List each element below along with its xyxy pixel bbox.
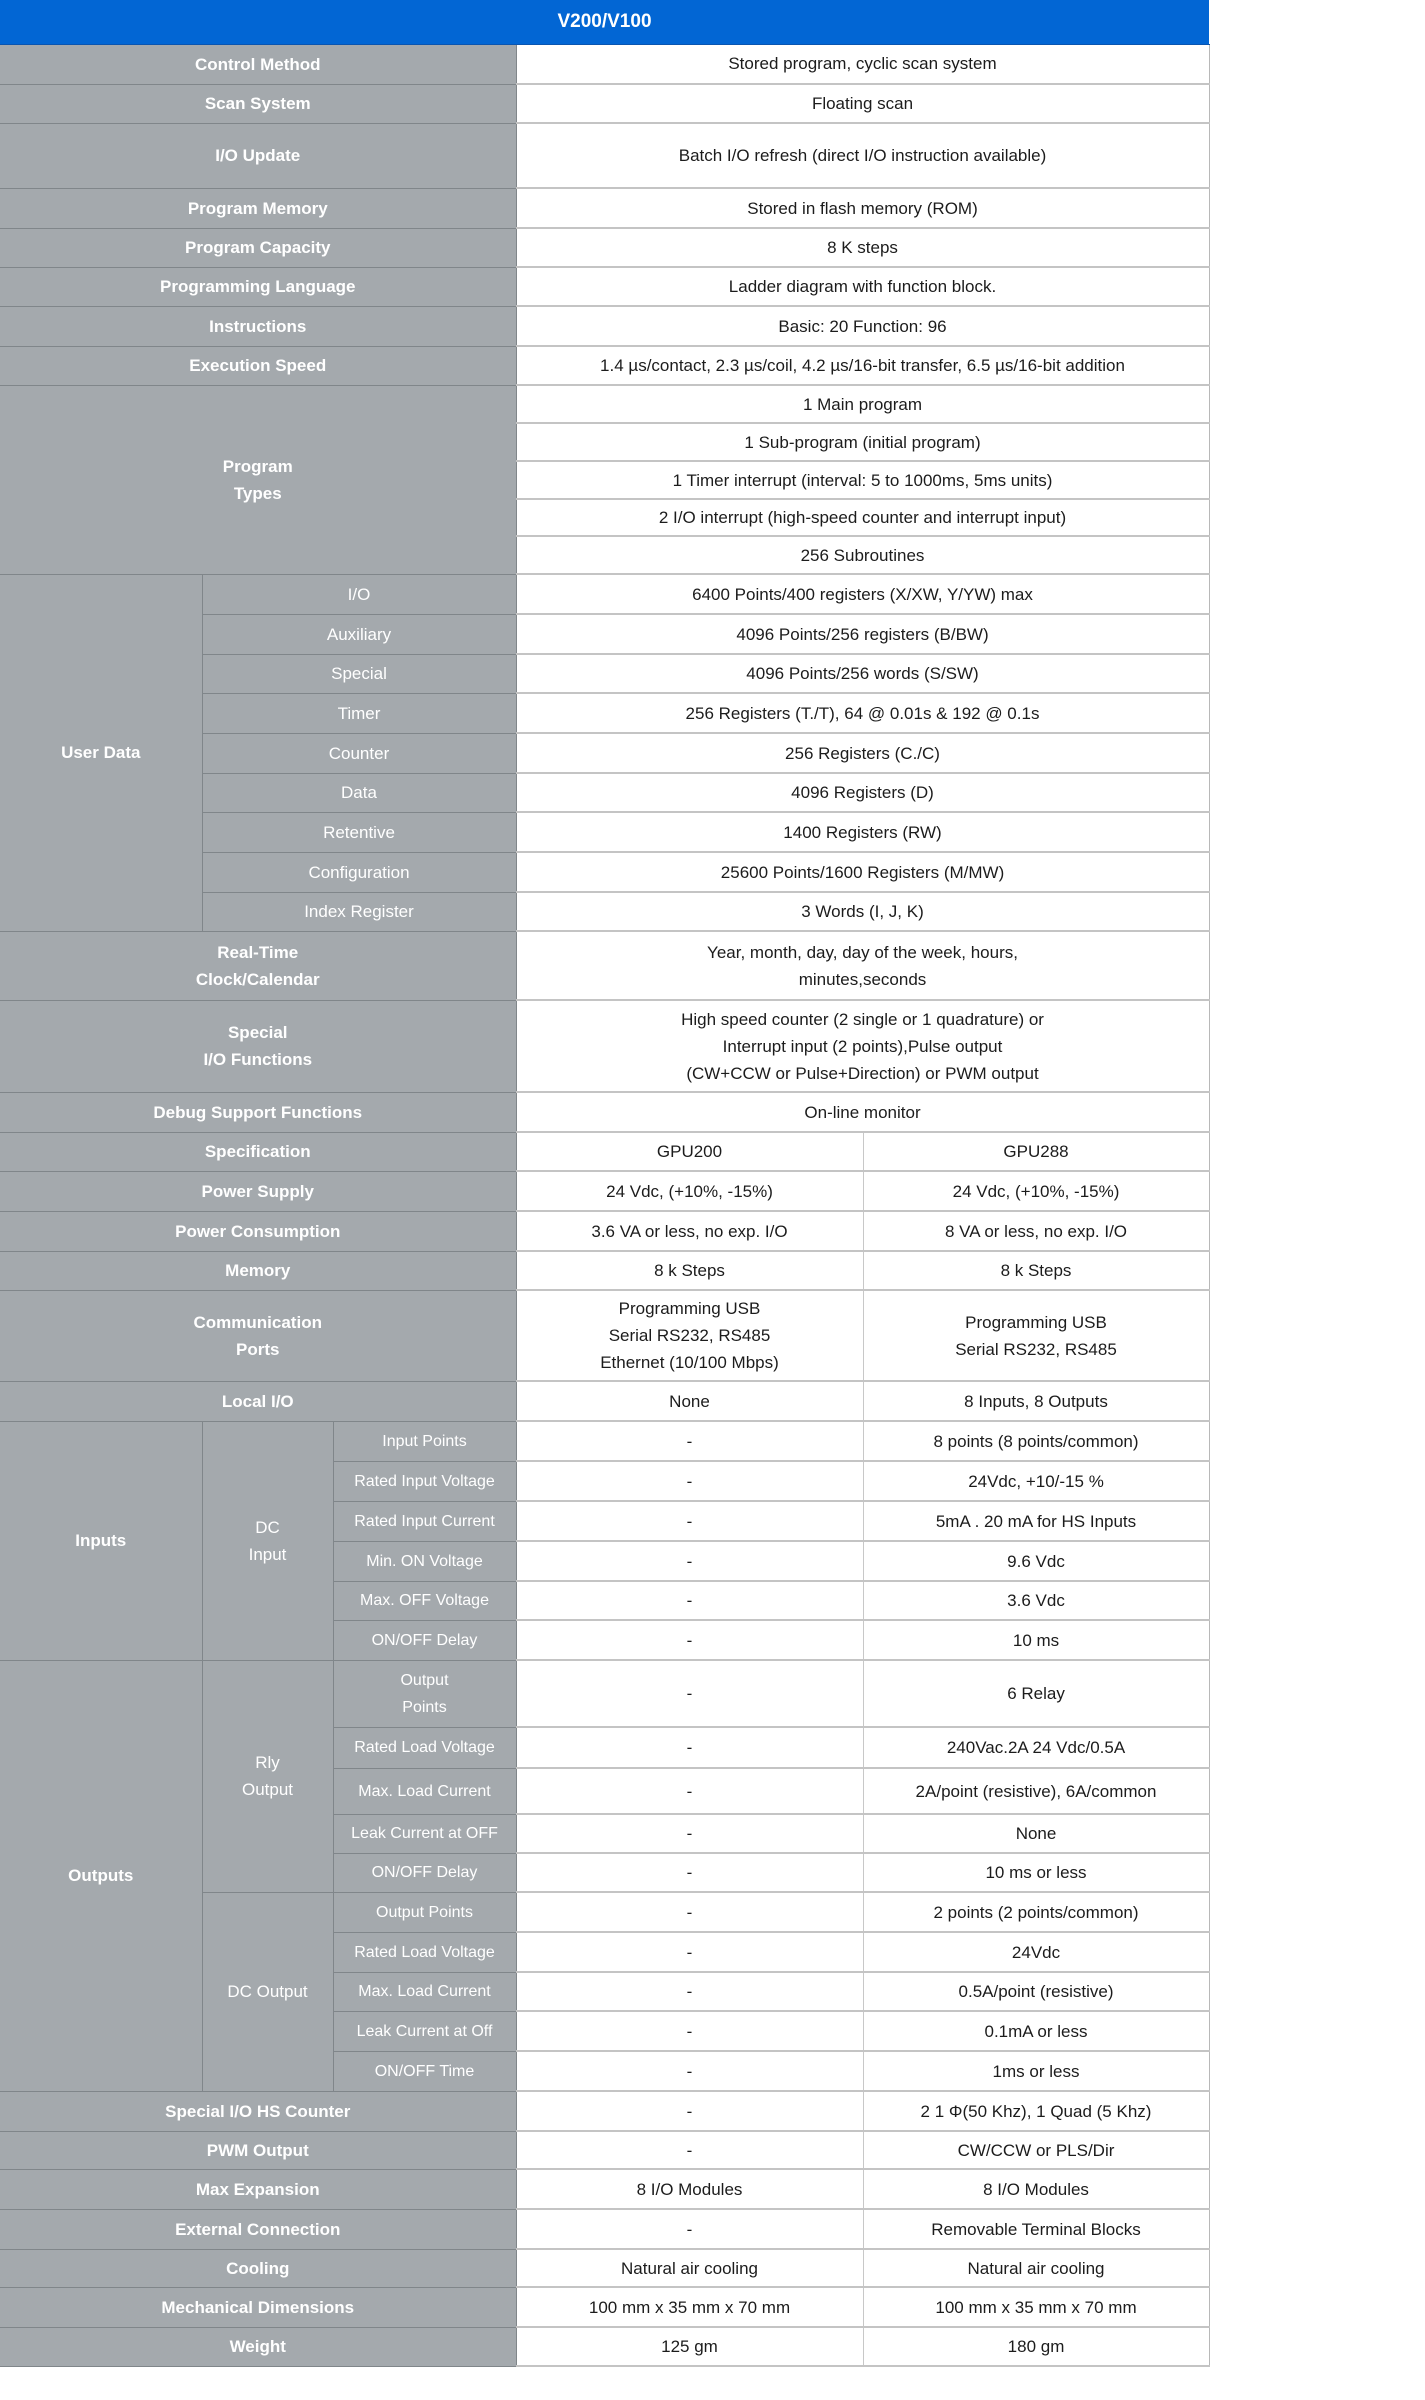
dc-param-label-line: ON/OFF Time <box>374 2062 475 2080</box>
dc-output-group-label-line: DC Output <box>227 1982 308 2001</box>
input-value-a: - <box>516 1421 863 1461</box>
user-data-sublabel: Counter <box>202 733 516 773</box>
local-io-a: None <box>516 1381 863 1421</box>
dc-param-label <box>333 1892 516 1932</box>
spec-row <box>0 188 1209 228</box>
relay-value-a: - <box>516 1727 863 1768</box>
relay-output-group-label <box>202 1660 333 1892</box>
input-param-label: Rated Input Voltage <box>333 1461 516 1501</box>
tail-row <box>0 2249 1209 2287</box>
tail-row-label: PWM Output <box>0 2131 516 2169</box>
program-types-label-line: Program <box>222 456 293 476</box>
spec-label: Control Method <box>0 44 516 84</box>
dc-param-label-line: Max. Load Current <box>358 1983 491 2000</box>
rtc-row <box>0 931 1209 1000</box>
spec-row <box>0 123 1209 188</box>
user-data-sublabel: Index Register <box>202 892 516 931</box>
input-value-a: - <box>516 1541 863 1581</box>
user-data-value: 6400 Points/400 registers (X/XW, Y/YW) max <box>516 574 1209 614</box>
program-type-value: 1 Sub-program (initial program) <box>516 423 1209 461</box>
user-data-sublabel: Special <box>202 654 516 693</box>
spec-label: I/O Update <box>0 123 516 188</box>
relay-param-label-line: Max. Load Current <box>358 1782 491 1800</box>
spec-label: Instructions <box>0 306 516 346</box>
dc-value-b: 0.5A/point (resistive) <box>863 1972 1209 2011</box>
input-value-b: 24Vdc, +10/-15 % <box>863 1461 1209 1501</box>
input-value-b: 9.6 Vdc <box>863 1541 1209 1581</box>
comm-ports-a-line: Serial RS232, RS485 <box>608 1326 771 1345</box>
dc-param-label <box>333 2051 516 2091</box>
dc-param-label <box>333 1932 516 1972</box>
relay-param-label-line: Rated Load Voltage <box>354 1739 495 1756</box>
tail-row-label: Cooling <box>0 2249 516 2287</box>
debug-value: On-line monitor <box>516 1092 1209 1132</box>
relay-param-label <box>333 1660 516 1727</box>
special-io-value-line: High speed counter (2 single or 1 quadrature) or <box>681 1009 1044 1029</box>
input-param-label: Min. ON Voltage <box>333 1541 516 1581</box>
input-param-label: Input Points <box>333 1421 516 1461</box>
model-a-value: 3.6 VA or less, no exp. I/O <box>516 1211 863 1251</box>
user-data-sublabel: Timer <box>202 693 516 733</box>
relay-param-label-line: ON/OFF Delay <box>371 1864 478 1881</box>
model-header-row <box>0 1132 1209 1171</box>
relay-param-label-line: Points <box>402 1698 447 1716</box>
user-data-sublabel: Data <box>202 773 516 812</box>
special-io-value-line: Interrupt input (2 points),Pulse output <box>722 1036 1003 1056</box>
spec-row <box>0 44 1209 84</box>
model-row-label: Memory <box>0 1251 516 1290</box>
user-data-value: 1400 Registers (RW) <box>516 812 1209 852</box>
dc-param-label <box>333 2011 516 2051</box>
comm-ports-label <box>0 1290 516 1381</box>
tail-row <box>0 2131 1209 2169</box>
spec-value: Ladder diagram with function block. <box>516 267 1209 306</box>
special-io-label-line: I/O Functions <box>203 1050 313 1069</box>
tail-row <box>0 2327 1209 2366</box>
tail-value-b: Natural air cooling <box>863 2249 1209 2287</box>
program-type-value: 2 I/O interrupt (high-speed counter and interrupt input) <box>516 499 1209 536</box>
spec-row <box>0 306 1209 346</box>
user-data-sublabel: I/O <box>202 574 516 614</box>
tail-value-b: 100 mm x 35 mm x 70 mm <box>863 2287 1209 2327</box>
tail-row <box>0 2169 1209 2209</box>
input-param-label: ON/OFF Delay <box>333 1620 516 1660</box>
relay-param-label <box>333 1853 516 1892</box>
spec-value: Floating scan <box>516 84 1209 123</box>
user-data-sublabel: Auxiliary <box>202 614 516 654</box>
relay-value-a: - <box>516 1853 863 1892</box>
special-io-row <box>0 1000 1209 1092</box>
spec-label: Execution Speed <box>0 346 516 385</box>
dc-param-label <box>333 1972 516 2011</box>
model-b-value: 24 Vdc, (+10%, -15%) <box>863 1171 1209 1211</box>
spec-row <box>0 84 1209 123</box>
user-data-value: 4096 Registers (D) <box>516 773 1209 812</box>
relay-param-label <box>333 1814 516 1853</box>
tail-row-label: Max Expansion <box>0 2169 516 2209</box>
model-row <box>0 1171 1209 1211</box>
program-type-value: 256 Subroutines <box>516 536 1209 574</box>
tail-value-b: Removable Terminal Blocks <box>863 2209 1209 2249</box>
spec-label: Program Memory <box>0 188 516 228</box>
model-a-name: GPU200 <box>516 1132 863 1171</box>
spec-value: 8 K steps <box>516 228 1209 267</box>
dc-value-b: 0.1mA or less <box>863 2011 1209 2051</box>
input-value-a: - <box>516 1581 863 1620</box>
relay-param-label <box>333 1727 516 1768</box>
model-row <box>0 1211 1209 1251</box>
user-data-value: 256 Registers (C./C) <box>516 733 1209 773</box>
tail-value-a: - <box>516 2091 863 2131</box>
model-b-name: GPU288 <box>863 1132 1209 1171</box>
spec-value: Basic: 20 Function: 96 <box>516 306 1209 346</box>
local-io-b: 8 Inputs, 8 Outputs <box>863 1381 1209 1421</box>
dc-value-a: - <box>516 2011 863 2051</box>
tail-value-a: - <box>516 2209 863 2249</box>
user-data-sublabel: Retentive <box>202 812 516 852</box>
inputs-label: Inputs <box>0 1421 202 1660</box>
comm-ports-b-line: Programming USB <box>965 1312 1107 1332</box>
table-header-row <box>0 0 1209 44</box>
rtc-value-line: minutes,seconds <box>798 969 927 989</box>
tail-value-a: 100 mm x 35 mm x 70 mm <box>516 2287 863 2327</box>
user-data-label: User Data <box>0 574 202 931</box>
model-b-value: 8 VA or less, no exp. I/O <box>863 1211 1209 1251</box>
relay-param-label-line: Output <box>400 1671 449 1689</box>
user-data-sublabel: Configuration <box>202 852 516 892</box>
tail-row <box>0 2287 1209 2327</box>
tail-value-a: 125 gm <box>516 2327 863 2366</box>
model-row-label: Power Supply <box>0 1171 516 1211</box>
special-io-value-line: (CW+CCW or Pulse+Direction) or PWM output <box>686 1063 1039 1083</box>
local-io-label: Local I/O <box>0 1381 516 1421</box>
program-type-value: 1 Timer interrupt (interval: 5 to 1000ms, 5ms units) <box>516 461 1209 499</box>
user-data-value: 3 Words (I, J, K) <box>516 892 1209 931</box>
tail-row <box>0 2091 1209 2131</box>
debug-label: Debug Support Functions <box>0 1092 516 1132</box>
special-io-value <box>516 1000 1209 1092</box>
relay-value-b: 10 ms or less <box>863 1853 1209 1892</box>
dc-value-b: 24Vdc <box>863 1932 1209 1972</box>
relay-output-row <box>0 1660 1209 1727</box>
dc-value-a: - <box>516 2051 863 2091</box>
spec-label: Program Capacity <box>0 228 516 267</box>
comm-ports-a <box>516 1290 863 1381</box>
table-title: V200/V100 <box>0 0 1209 44</box>
tail-value-a: Natural air cooling <box>516 2249 863 2287</box>
tail-value-b: 8 I/O Modules <box>863 2169 1209 2209</box>
dc-output-group-label <box>202 1892 333 2091</box>
rtc-label <box>0 931 516 1000</box>
user-data-value: 4096 Points/256 words (S/SW) <box>516 654 1209 693</box>
spec-row <box>0 228 1209 267</box>
local-io-row <box>0 1381 1209 1421</box>
tail-value-a: - <box>516 2131 863 2169</box>
tail-row-label: Weight <box>0 2327 516 2366</box>
relay-value-b: None <box>863 1814 1209 1853</box>
outputs-label: Outputs <box>0 1660 202 2091</box>
rtc-value <box>516 931 1209 1000</box>
model-a-value: 8 k Steps <box>516 1251 863 1290</box>
user-data-value: 256 Registers (T./T), 64 @ 0.01s & 192 @ 0.1s <box>516 693 1209 733</box>
comm-ports-a-line: Programming USB <box>618 1299 761 1318</box>
dc-value-a: - <box>516 1932 863 1972</box>
dc-param-label-line: Output Points <box>376 1903 473 1921</box>
relay-value-a: - <box>516 1768 863 1814</box>
tail-value-b: CW/CCW or PLS/Dir <box>863 2131 1209 2169</box>
tail-row <box>0 2209 1209 2249</box>
dc-input-group-label-line: Input <box>248 1544 287 1564</box>
model-row <box>0 1251 1209 1290</box>
input-value-b: 3.6 Vdc <box>863 1581 1209 1620</box>
comm-ports-a-line: Ethernet (10/100 Mbps) <box>600 1353 779 1372</box>
dc-param-label-line: Leak Current at Off <box>356 2022 493 2040</box>
input-value-a: - <box>516 1501 863 1541</box>
model-b-value: 8 k Steps <box>863 1251 1209 1290</box>
dc-value-b: 1ms or less <box>863 2051 1209 2091</box>
comm-ports-label-line: Ports <box>236 1339 280 1359</box>
spec-row <box>0 267 1209 306</box>
spec-value: Stored in flash memory (ROM) <box>516 188 1209 228</box>
spec-value: Batch I/O refresh (direct I/O instruction available) <box>516 123 1209 188</box>
input-value-b: 10 ms <box>863 1620 1209 1660</box>
rtc-label-line: Clock/Calendar <box>195 969 320 989</box>
tail-row-label: External Connection <box>0 2209 516 2249</box>
relay-param-label-line: Leak Current at OFF <box>351 1825 498 1842</box>
model-row-label: Power Consumption <box>0 1211 516 1251</box>
comm-ports-b-line: Serial RS232, RS485 <box>955 1339 1117 1359</box>
tail-row-label: Mechanical Dimensions <box>0 2287 516 2327</box>
dc-input-group-label <box>202 1421 333 1660</box>
dc-param-label-line: Rated Load Voltage <box>354 1943 495 1961</box>
program-types-label <box>0 385 516 574</box>
dc-input-group-label-line: DC <box>255 1517 280 1537</box>
user-data-value: 4096 Points/256 registers (B/BW) <box>516 614 1209 654</box>
program-types-row <box>0 385 1209 423</box>
relay-value-b: 6 Relay <box>863 1660 1209 1727</box>
dc-value-a: - <box>516 1892 863 1932</box>
relay-value-a: - <box>516 1660 863 1727</box>
special-io-label-line: Special <box>227 1023 288 1042</box>
spec-row <box>0 346 1209 385</box>
input-value-a: - <box>516 1620 863 1660</box>
input-value-b: 5mA . 20 mA for HS Inputs <box>863 1501 1209 1541</box>
relay-value-b: 240Vac.2A 24 Vdc/0.5A <box>863 1727 1209 1768</box>
input-value-b: 8 points (8 points/common) <box>863 1421 1209 1461</box>
spec-value: 1.4 µs/contact, 2.3 µs/coil, 4.2 µs/16-bit transfer, 6.5 µs/16-bit addition <box>516 346 1209 385</box>
input-param-label: Max. OFF Voltage <box>333 1581 516 1620</box>
tail-value-b: 180 gm <box>863 2327 1209 2366</box>
dc-value-a: - <box>516 1972 863 2011</box>
special-io-label <box>0 1000 516 1092</box>
user-data-value: 25600 Points/1600 Registers (M/MW) <box>516 852 1209 892</box>
relay-output-group-label-line: Output <box>241 1780 294 1799</box>
input-value-a: - <box>516 1461 863 1501</box>
program-type-value: 1 Main program <box>516 385 1209 423</box>
specification-label: Specification <box>0 1132 516 1171</box>
dc-value-b: 2 points (2 points/common) <box>863 1892 1209 1932</box>
tail-row-label: Special I/O HS Counter <box>0 2091 516 2131</box>
comm-ports-label-line: Communication <box>193 1312 322 1332</box>
debug-row <box>0 1092 1209 1132</box>
rtc-label-line: Real-Time <box>217 942 299 962</box>
rtc-value-line: Year, month, day, day of the week, hours, <box>707 942 1018 962</box>
spec-label: Programming Language <box>0 267 516 306</box>
comm-ports-row <box>0 1290 1209 1381</box>
program-types-label-line: Types <box>233 483 282 503</box>
spec-label: Scan System <box>0 84 516 123</box>
relay-output-group-label-line: Rly <box>255 1753 280 1772</box>
user-data-row <box>0 574 1209 614</box>
tail-value-b: 2 1 Φ(50 Khz), 1 Quad (5 Khz) <box>863 2091 1209 2131</box>
relay-param-label <box>333 1768 516 1814</box>
relay-value-a: - <box>516 1814 863 1853</box>
tail-value-a: 8 I/O Modules <box>516 2169 863 2209</box>
input-row <box>0 1421 1209 1461</box>
comm-ports-b <box>863 1290 1209 1381</box>
input-param-label: Rated Input Current <box>333 1501 516 1541</box>
relay-value-b: 2A/point (resistive), 6A/common <box>863 1768 1209 1814</box>
spec-value: Stored program, cyclic scan system <box>516 44 1209 84</box>
model-a-value: 24 Vdc, (+10%, -15%) <box>516 1171 863 1211</box>
